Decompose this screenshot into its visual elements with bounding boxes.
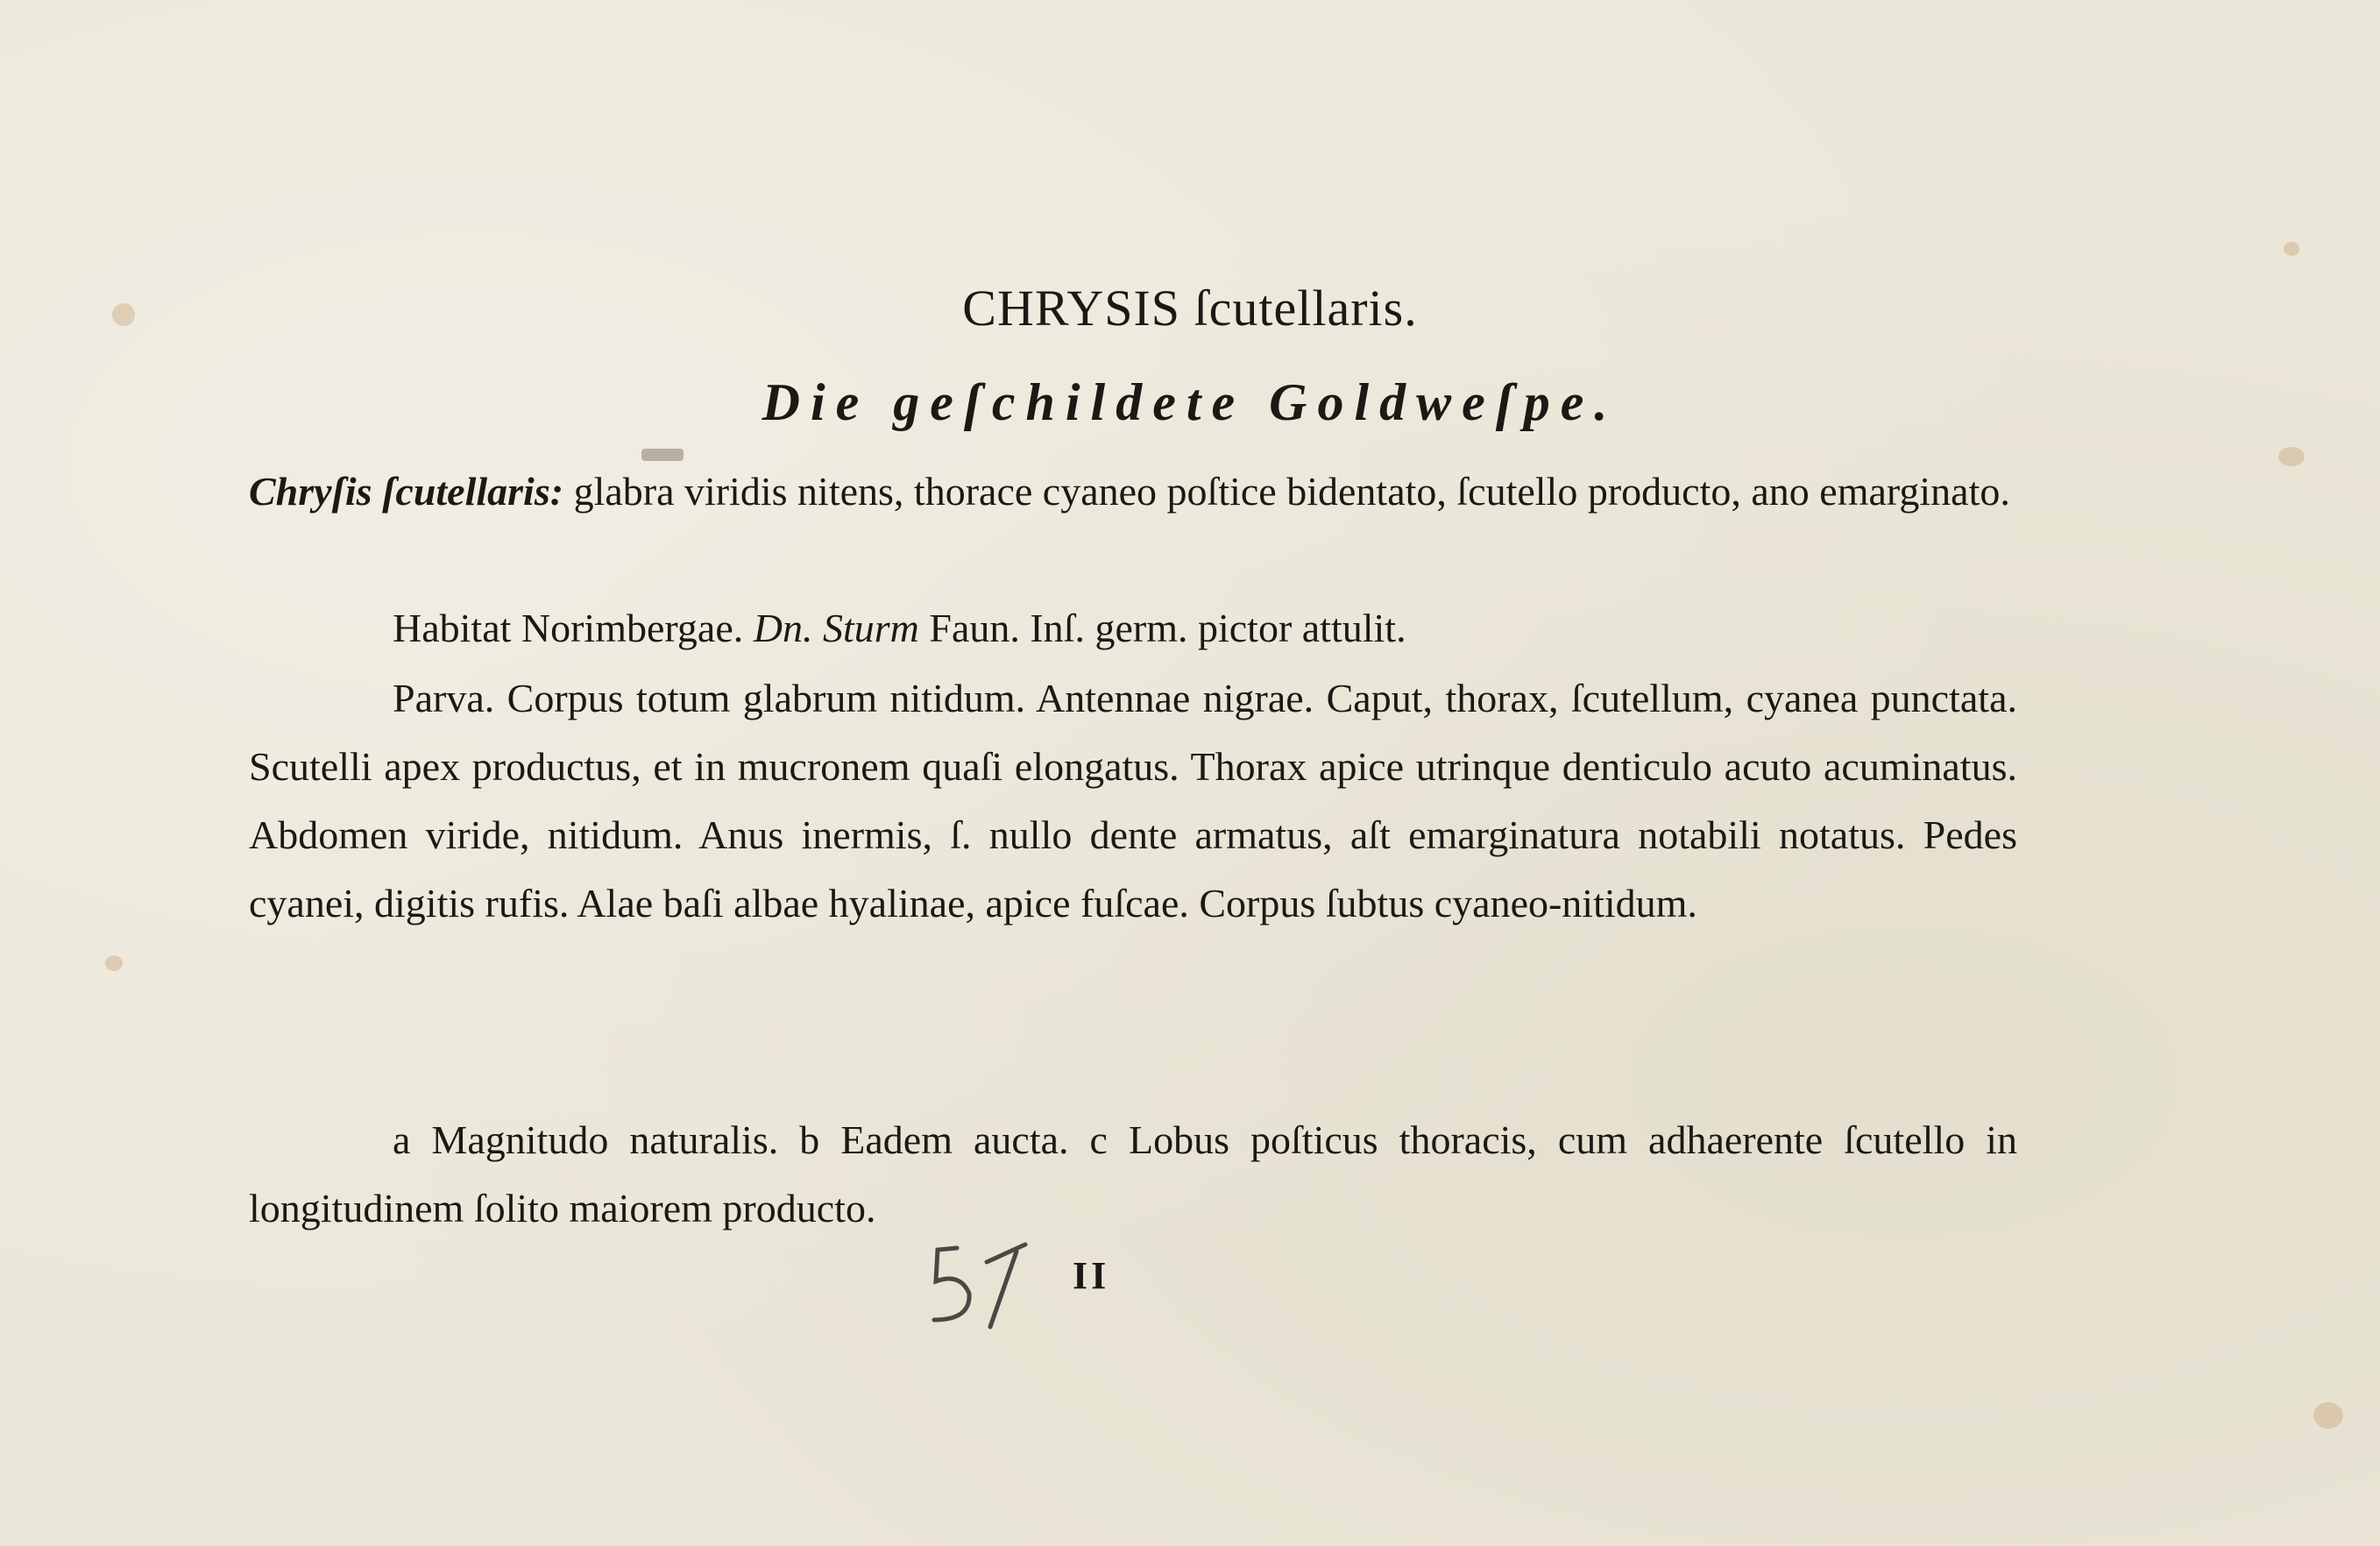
- page-number: II: [1073, 1254, 1110, 1297]
- paper-speck: [2313, 1402, 2343, 1429]
- title-genus: CHRYSIS: [962, 280, 1181, 337]
- habitat-paragraph: [249, 594, 2017, 663]
- diagnosis-paragraph: [249, 457, 2017, 526]
- page-title: [0, 279, 2380, 337]
- paper-speck: [2284, 242, 2299, 256]
- authority-name: Dn. Sturm: [753, 606, 919, 650]
- german-subtitle: Die geſchildete Goldweſpe.: [761, 373, 1619, 431]
- paper-speck: [2278, 447, 2305, 466]
- handwritten-page-note: [922, 1236, 1036, 1332]
- description-paragraph: Parva. Corpus totum glabrum nitidum. Antennae nigrae. Caput, thorax, ſcutellum, cyanea punctata. Scutelli apex productus, et in mucronem quaſi elongatus. Thorax apice utrinque denticulo acuto acuminatus. Abdomen viride, nitidum. Anus inermis, ſ. nullo dente armatus, aſt emarginatura notabili notatus. Pedes cyanei, digitis rufis. Alae baſi albae hyalinae, apice fuſcae. Corpus ſubtus cyaneo-nitidum.: [249, 676, 2017, 925]
- habitat-source: Faun. Inſ. germ. pictor attulit.: [929, 606, 1406, 650]
- paper-speck: [105, 955, 123, 971]
- species-name: Chryſis ſcutellaris:: [249, 469, 564, 514]
- habitat-text: Habitat Norimbergae.: [393, 606, 744, 650]
- diagnosis-text: glabra viridis nitens, thorace cyaneo poſtice bidentato, ſcutello producto, ano emarginato.: [573, 469, 2010, 514]
- title-species: ſcutellaris.: [1194, 280, 1418, 337]
- figure-legend: a Magnitudo naturalis. b Eadem aucta. c Lobus poſticus thoracis, cum adhaerente ſcutello in longitudinem ſolito maiorem producto.: [249, 1117, 2017, 1230]
